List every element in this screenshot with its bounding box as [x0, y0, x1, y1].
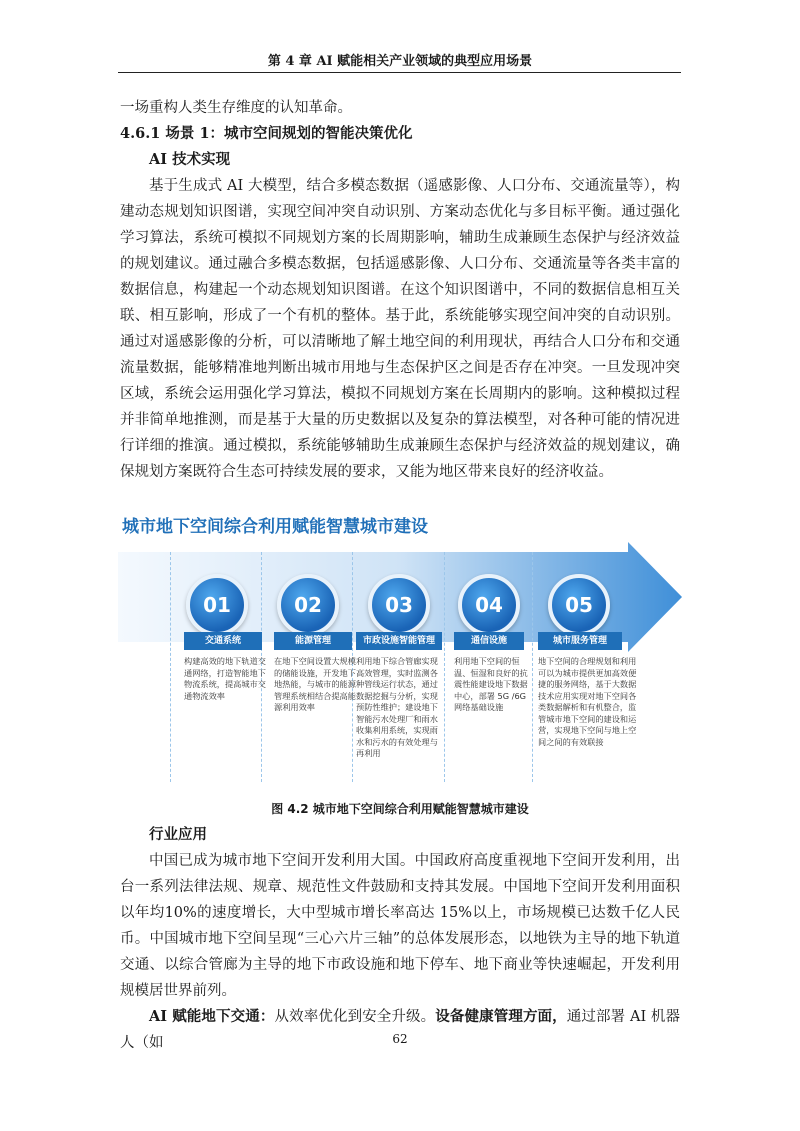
divider-line [444, 552, 445, 782]
step-number-04: 04 [458, 574, 520, 636]
step-number-01: 01 [186, 574, 248, 636]
step-heading: 通信设施 [454, 632, 524, 650]
page-number: 62 [392, 1032, 408, 1046]
step-column-communication [454, 632, 532, 714]
step-description: 利用地下空间的恒温、恒湿和良好的抗震性能建设地下数据中心，部署 5G /6G网络基础设施 [454, 656, 528, 712]
step-number-02: 02 [277, 574, 339, 636]
step-description: 构建高效的地下轨道交通网络，打造智能地下物流系统，提高城市交通物流效率 [184, 656, 266, 701]
header-divider [118, 72, 681, 73]
step-heading: 能源管理 [274, 632, 352, 650]
step-column-service [538, 632, 638, 748]
bold-lead-1: AI 赋能地下交通： [149, 1008, 275, 1025]
text-1: 从效率优化到安全升级。 [274, 1009, 436, 1025]
subheading-ai: AI 技术实现 [149, 151, 231, 168]
paragraph-ai: 基于生成式 AI 大模型，结合多模态数据（遥感影像、人口分布、交通流量等），构建动态规划知识图谱，实现空间冲突自动识别、方案动态优化与多目标平衡。通过强化学习算法，系统可模拟不同规划方案的长周期影响，辅助生成兼顾生态保护与经济效益的规划建议。通过融合多模态数据，包括遥感影像、人口分布、交通流量等各类丰富的数据信息，构建起一个动态规划知识图谱。在这个知识图谱中，不同的数据信息相互关联、相互影响，形成了一个有机的整体。基于此，系统能够实现空间冲突的自动识别。通过对遥感影像的分析，可以清晰地了解土地空间的利用现状，再结合人口分布和交通流量数据，能够精准地判断出城市用地与生态保护区之间是否存在冲突。一旦发现冲突区域，系统会运用强化学习算法，模拟不同规划方案在长周期内的影响。这种模拟过程并非简单地推测，而是基于大量的历史数据以及复杂的算法模型，对各种可能的情况进行详细的推演。通过模拟，系统能够辅助生成兼顾生态保护与经济效益的规划建议，确保规划方案既符合生态可持续发展的要求，又能为地区带来良好的经济收益。 [120, 178, 680, 480]
text-2: 通过部署 AI 机器人（如 [120, 1009, 681, 1051]
divider-line [170, 552, 171, 782]
figure-smart-city [118, 512, 682, 790]
subheading-industry: 行业应用 [149, 826, 207, 843]
chapter-title: 第 4 章 AI 赋能相关产业领域的典型应用场景 [267, 54, 533, 69]
upper-text [120, 95, 680, 485]
step-description: 利用地下综合管廊实现高效管理，实时监测各种管线运行状态，通过数据挖掘与分析，实现预防性维护；建设地下智能污水处理厂和雨水收集利用系统，实现雨水和污水的有效处理与再利用 [356, 656, 438, 758]
paragraph-industry: 中国已成为城市地下空间开发利用大国。中国政府高度重视地下空间开发利用，出台一系列法律法规、规章、规范性文件鼓励和支持其发展。中国地下空间开发利用面积以年均10%的速度增长，大中型城市增长率高达 15%以上，市场规模已达数千亿人民币。中国城市地下空间呈现“三心六片三轴”的总体发展形态，以地铁为主导的地下轨道交通、以综合管廊为主导的地下市政设施和地下停车、地下商业等快速崛起，开发利用规模居世界前列。 [120, 853, 680, 999]
step-column-municipal [356, 632, 444, 760]
step-column-energy [274, 632, 362, 714]
step-number-03: 03 [368, 574, 430, 636]
divider-line [532, 552, 533, 782]
step-heading: 城市服务管理 [538, 632, 622, 650]
intro-line: 一场重构人类生存维度的认知革命。 [120, 100, 352, 116]
section-title: 4.6.1 场景 1：城市空间规划的智能决策优化 [120, 125, 413, 142]
step-number-05: 05 [548, 574, 610, 636]
paragraph-transport [120, 1004, 680, 1056]
step-description: 在地下空间设置大规模的储能设施，开发地下地热能，与城市的能源管理系统相结合提高能源利用效率 [274, 656, 356, 712]
step-column-transport [184, 632, 272, 702]
bold-lead-2: 设备健康管理方面， [435, 1008, 567, 1025]
lower-text [120, 822, 680, 1056]
figure-title: 城市地下空间综合利用赋能智慧城市建设 [122, 517, 428, 537]
figure-caption: 图 4.2 城市地下空间综合利用赋能智慧城市建设 [271, 802, 529, 816]
step-heading: 交通系统 [184, 632, 262, 650]
step-description: 地下空间的合理规划和利用可以为城市提供更加高效便捷的服务网络，基于大数据技术应用实现对地下空间各类数据解析和有机整合，监管城市地下空间的建设和运营，实现地下空间与地上空间之间的有效联接 [538, 656, 637, 747]
step-heading: 市政设施智能管理 [356, 632, 442, 650]
